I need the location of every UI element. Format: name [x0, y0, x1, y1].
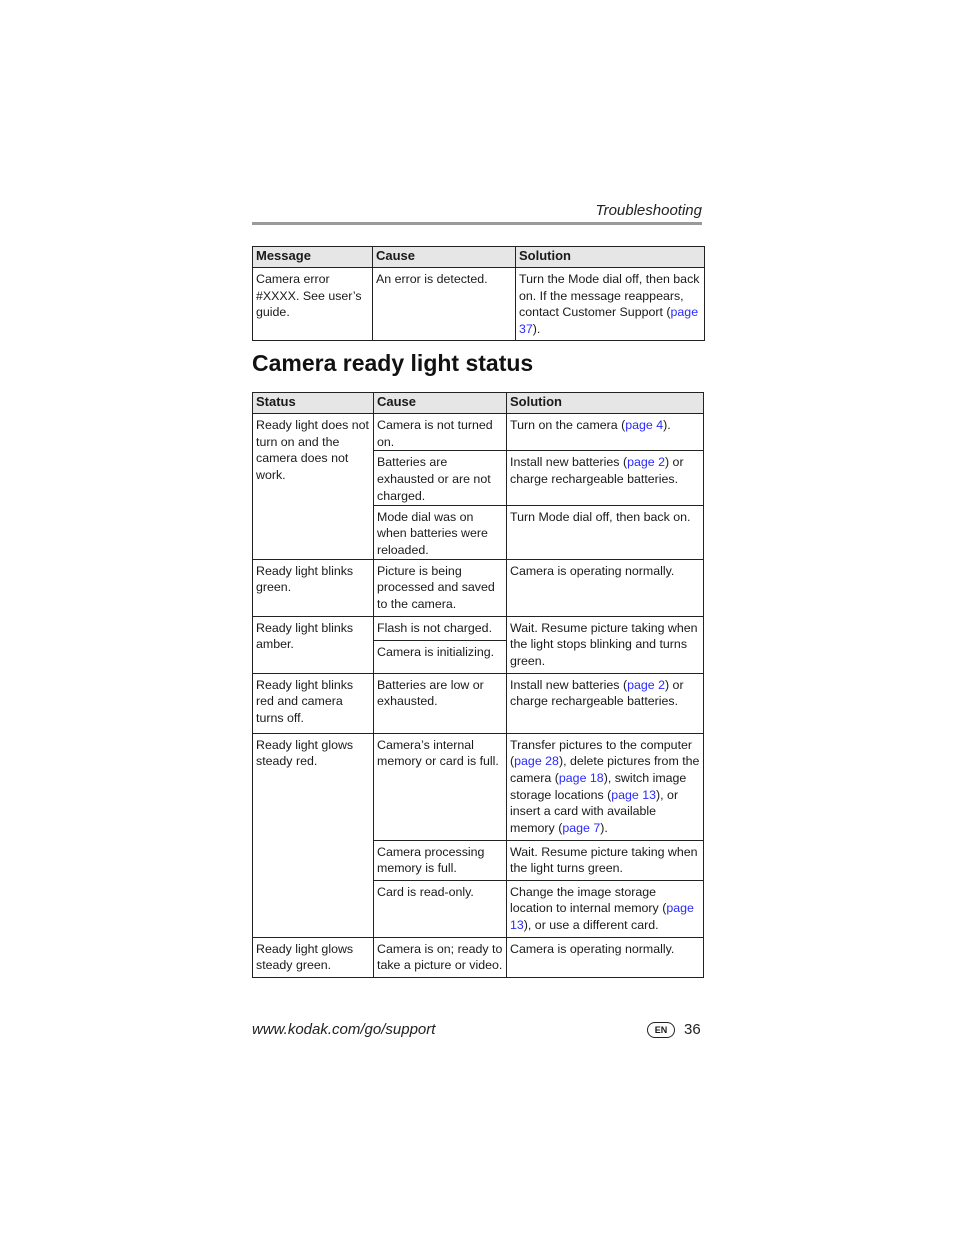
solution-text: ) or charge rechargeable batteries.	[510, 455, 684, 487]
solution-text: Turn the Mode dial off, then back on. If the message reappears, contact Customer Support (	[519, 272, 700, 320]
status-cell: Ready light blinks red and camera turns off.	[253, 673, 374, 733]
status-cell: Ready light glows steady green.	[253, 937, 374, 977]
status-cell: Ready light glows steady red.	[253, 733, 374, 937]
page-link[interactable]: page 2	[627, 455, 665, 470]
cause-cell: Batteries are exhausted or are not charged.	[374, 451, 507, 505]
cause-cell: Batteries are low or exhausted.	[374, 673, 507, 733]
table-row	[253, 559, 704, 616]
page-number: 36	[684, 1021, 701, 1038]
column-header-cause: Cause	[374, 393, 507, 414]
page-link[interactable]: page 13	[510, 901, 694, 933]
solution-text: Turn Mode dial off, then back on.	[510, 509, 691, 524]
column-header-status: Status	[253, 393, 374, 414]
support-url-link[interactable]: www.kodak.com/go/support	[252, 1021, 436, 1038]
column-header-solution: Solution	[507, 393, 704, 414]
solution-text: Camera is operating normally.	[510, 563, 675, 578]
table-header-row	[253, 393, 704, 414]
cause-cell: Flash is not charged.	[374, 616, 507, 640]
status-cell: Ready light blinks green.	[253, 559, 374, 616]
column-header-message: Message	[253, 247, 373, 268]
solution-text: Change the image storage location to internal memory (	[510, 884, 667, 916]
status-cell: Ready light does not turn on and the camera does not work.	[253, 414, 374, 560]
solution-cell	[507, 559, 704, 616]
solution-cell	[507, 505, 704, 559]
table-row	[253, 414, 704, 451]
solution-cell	[507, 414, 704, 451]
table-row	[253, 268, 705, 341]
cause-cell: Camera’s internal memory or card is full.	[374, 733, 507, 840]
solution-text: Transfer pictures to the computer (	[510, 737, 693, 769]
solution-cell	[507, 840, 704, 880]
cause-cell: Mode dial was on when batteries were reloaded.	[374, 505, 507, 559]
solution-text: Install new batteries (	[510, 677, 628, 692]
solution-text: ), delete pictures from the camera (	[510, 754, 700, 786]
solution-text: ) or charge rechargeable batteries.	[510, 677, 684, 709]
solution-cell	[507, 451, 704, 505]
cause-cell: Camera is not turned on.	[374, 414, 507, 451]
solution-text: Camera is operating normally.	[510, 941, 675, 956]
status-table-body	[253, 414, 704, 978]
table-row	[253, 673, 704, 733]
column-header-solution: Solution	[516, 247, 705, 268]
column-header-cause: Cause	[373, 247, 516, 268]
status-cell: Ready light blinks amber.	[253, 616, 374, 673]
solution-text: Turn on the camera (	[510, 418, 626, 432]
solution-cell	[507, 937, 704, 977]
solution-cell	[507, 880, 704, 937]
solution-text: Wait. Resume picture taking when the light turns green.	[510, 844, 698, 876]
language-badge: EN	[647, 1022, 675, 1038]
page-link[interactable]: page 2	[627, 677, 665, 692]
message-cell: Camera error #XXXX. See user’s guide.	[253, 268, 373, 341]
solution-text: ), or insert a card with available memory (	[510, 787, 679, 836]
cause-cell: Camera processing memory is full.	[374, 840, 507, 880]
page-link[interactable]: page 18	[558, 771, 604, 786]
solution-text: Wait. Resume picture taking when the light stops blinking and turns green.	[510, 620, 698, 669]
table-row	[253, 616, 704, 640]
running-head: Troubleshooting	[595, 202, 702, 219]
error-message-table	[252, 246, 705, 341]
table-header-row	[253, 247, 705, 268]
solution-text: ), or use a different card.	[523, 918, 659, 933]
solution-text: Install new batteries (	[510, 455, 628, 470]
header-rule	[252, 222, 702, 225]
solution-text: ).	[663, 418, 671, 432]
page-link[interactable]: page 28	[514, 754, 559, 769]
cause-cell: An error is detected.	[373, 268, 516, 341]
solution-text: ).	[600, 821, 608, 836]
solution-cell	[507, 733, 704, 840]
cause-cell: Card is read-only.	[374, 880, 507, 937]
section-title: Camera ready light status	[252, 350, 534, 376]
solution-text: ), switch image storage locations (	[510, 771, 687, 802]
page-link[interactable]: page 7	[562, 821, 601, 836]
cause-cell: Picture is being processed and saved to the camera.	[374, 559, 507, 616]
solution-cell	[507, 673, 704, 733]
page-link[interactable]: page 37	[519, 305, 699, 337]
cause-cell: Camera is initializing.	[374, 640, 507, 673]
cause-cell: Camera is on; ready to take a picture or video.	[374, 937, 507, 977]
table-row	[253, 733, 704, 840]
solution-text: ).	[532, 322, 541, 337]
table-row	[253, 937, 704, 977]
solution-cell	[507, 616, 704, 673]
ready-light-status-table	[252, 392, 704, 978]
page-link[interactable]: page 13	[611, 787, 657, 802]
page-link[interactable]: page 4	[625, 418, 664, 432]
solution-cell	[516, 268, 705, 341]
